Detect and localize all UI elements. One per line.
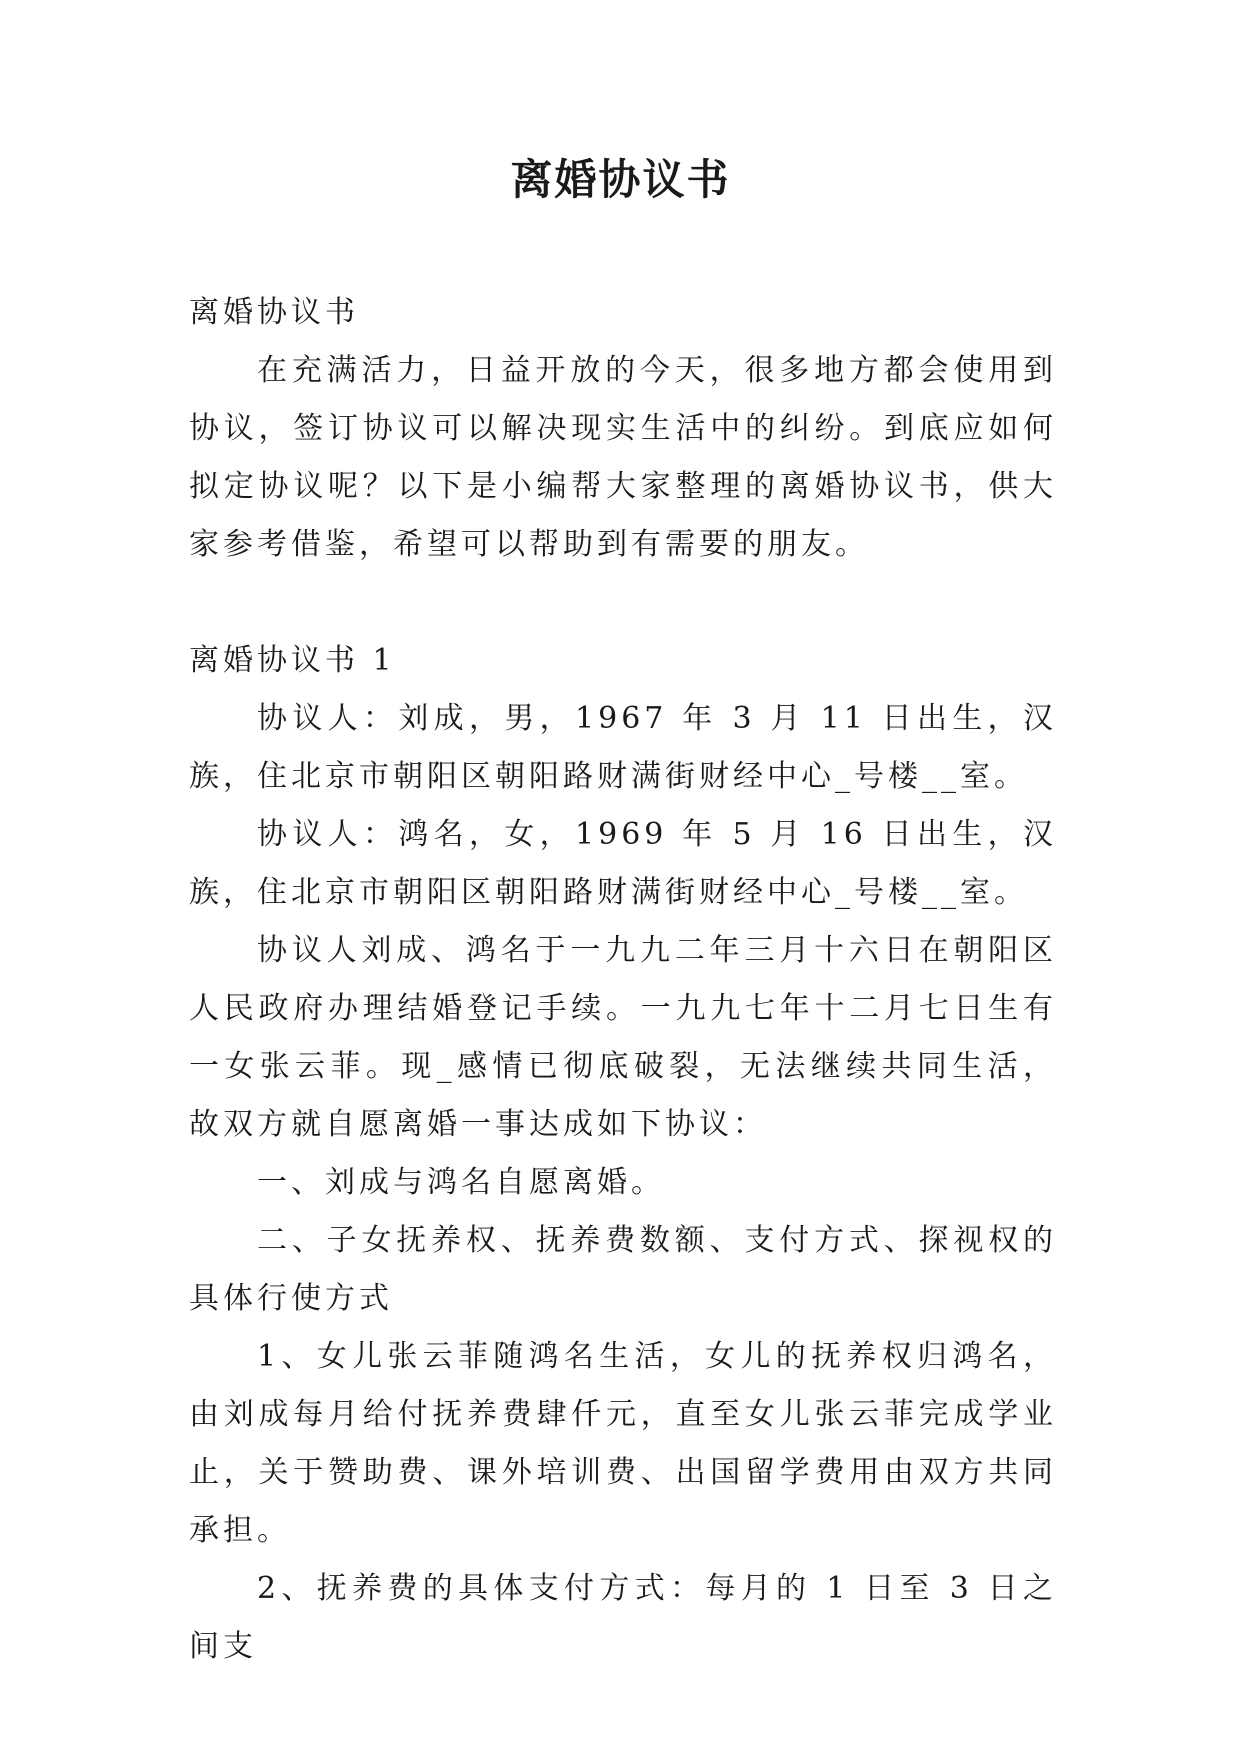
marriage-background-paragraph: 协议人刘成、鸿名于一九九二年三月十六日在朝阳区人民政府办理结婚登记手续。一九九七年十二月七日生有一女张云菲。现_感情已彻底破裂，无法继续共同生活，故双方就自愿离婚一事达成如下协议： bbox=[189, 933, 1057, 1142]
party-paragraph-male: 协议人：刘成，男，1967 年 3 月 11 日出生，汉族，住北京市朝阳区朝阳路财满街财经中心_号楼__室。 bbox=[189, 701, 1057, 794]
blank-line bbox=[189, 574, 1057, 632]
intro-paragraph: 在充满活力，日益开放的今天，很多地方都会使用到协议，签订协议可以解决现实生活中的纠纷。到底应如何拟定协议呢？以下是小编帮大家整理的离婚协议书，供大家参考借鉴，希望可以帮助到有需要的朋友。 bbox=[189, 353, 1057, 562]
clause-1-paragraph: 一、刘成与鸿名自愿离婚。 bbox=[257, 1165, 665, 1200]
clause-2-item-1-paragraph: 1、女儿张云菲随鸿名生活，女儿的抚养权归鸿名，由刘成每月给付抚养费肆仟元，直至女儿张云菲完成学业止，关于赞助费、课外培训费、出国留学费用由双方共同承担。 bbox=[189, 1339, 1057, 1548]
party-paragraph-female: 协议人：鸿名，女，1969 年 5 月 16 日出生，汉族，住北京市朝阳区朝阳路财满街财经中心_号楼__室。 bbox=[189, 817, 1057, 910]
clause-2-item-2-paragraph: 2、抚养费的具体支付方式：每月的 1 日至 3 日之间支 bbox=[189, 1571, 1057, 1664]
document-title: 离婚协议书 bbox=[510, 155, 731, 204]
section-heading-intro: 离婚协议书 bbox=[189, 295, 359, 330]
document-body bbox=[189, 284, 1057, 1676]
section-heading-agreement-1: 离婚协议书 1 bbox=[189, 643, 396, 678]
clause-2-paragraph: 二、子女抚养权、抚养费数额、支付方式、探视权的具体行使方式 bbox=[189, 1223, 1057, 1316]
